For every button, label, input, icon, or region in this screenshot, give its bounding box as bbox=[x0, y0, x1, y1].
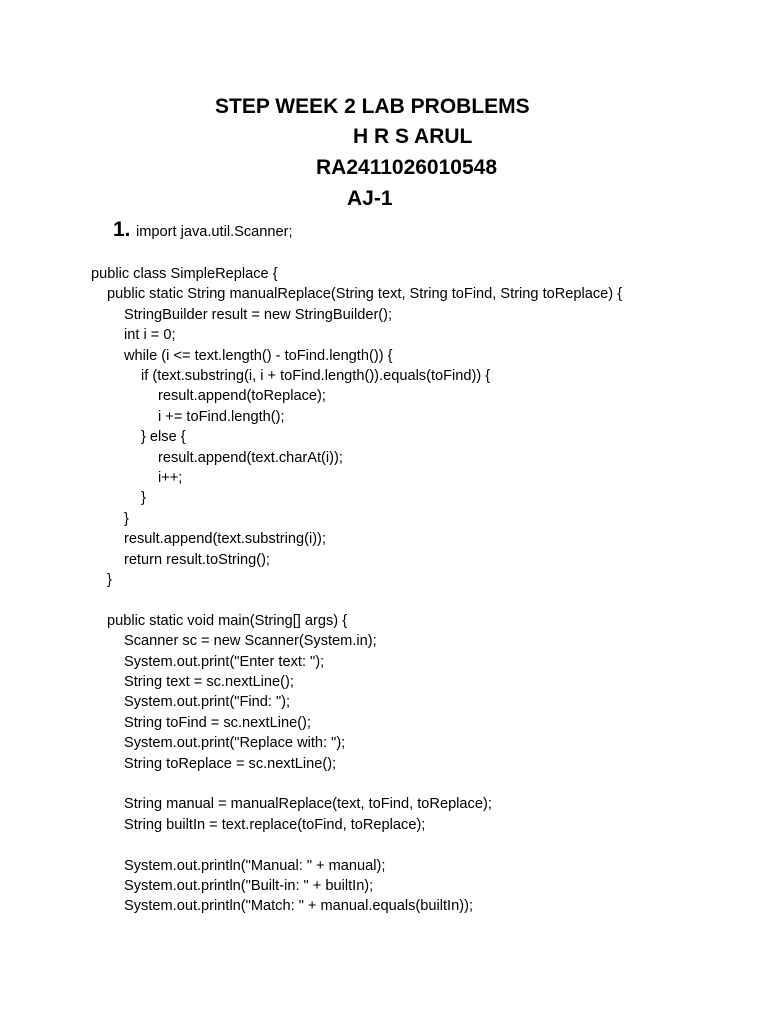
code-line: String manual = manualReplace(text, toFind, toReplace); bbox=[124, 796, 492, 813]
code-line: i++; bbox=[158, 470, 183, 486]
code-line: public static String manualReplace(String text, String toFind, String toReplace) { bbox=[107, 286, 623, 303]
student-name: H R S ARUL bbox=[353, 125, 473, 148]
code-line: System.out.println("Match: " + manual.equals(builtIn)); bbox=[124, 898, 474, 915]
code-line: System.out.print("Enter text: "); bbox=[124, 653, 325, 670]
code-line: System.out.print("Replace with: "); bbox=[124, 735, 346, 752]
code-line: } bbox=[107, 572, 112, 588]
register-number: RA2411026010548 bbox=[316, 156, 498, 179]
code-line: } bbox=[141, 490, 146, 507]
code-line: String toReplace = sc.nextLine(); bbox=[124, 755, 337, 772]
code-line: String text = sc.nextLine(); bbox=[124, 674, 294, 690]
code-line: } else { bbox=[141, 429, 186, 446]
code-line: result.append(text.substring(i)); bbox=[124, 531, 326, 548]
code-line: if (text.substring(i, i + toFind.length()).equals(toFind)) { bbox=[141, 368, 491, 384]
code-line: String toFind = sc.nextLine(); bbox=[124, 714, 311, 731]
code-line: public static void main(String[] args) { bbox=[107, 612, 348, 629]
code-line: Scanner sc = new Scanner(System.in); bbox=[124, 633, 377, 650]
code-line: i += toFind.length(); bbox=[158, 408, 285, 425]
code-line: result.append(toReplace); bbox=[158, 388, 326, 405]
code-line: int i = 0; bbox=[124, 327, 176, 344]
code-line: StringBuilder result = new StringBuilder(); bbox=[124, 306, 393, 323]
code-line: } bbox=[124, 510, 129, 527]
problem-number: 1. bbox=[113, 218, 131, 241]
code-line: result.append(text.charAt(i)); bbox=[158, 449, 343, 466]
code-line: String builtIn = text.replace(toFind, toReplace); bbox=[124, 816, 426, 833]
code-line: System.out.println("Built-in: " + builtIn); bbox=[124, 878, 374, 894]
section-label: AJ-1 bbox=[347, 187, 393, 210]
code-line: import java.util.Scanner; bbox=[136, 224, 293, 240]
code-line: public class SimpleReplace { bbox=[91, 266, 278, 282]
code-line: System.out.print("Find: "); bbox=[124, 694, 291, 711]
code-line: while (i <= text.length() - toFind.length()) { bbox=[124, 347, 393, 364]
code-line: return result.toString(); bbox=[124, 551, 270, 568]
document-title: STEP WEEK 2 LAB PROBLEMS bbox=[215, 95, 530, 118]
code-line: System.out.println("Manual: " + manual); bbox=[124, 857, 386, 874]
